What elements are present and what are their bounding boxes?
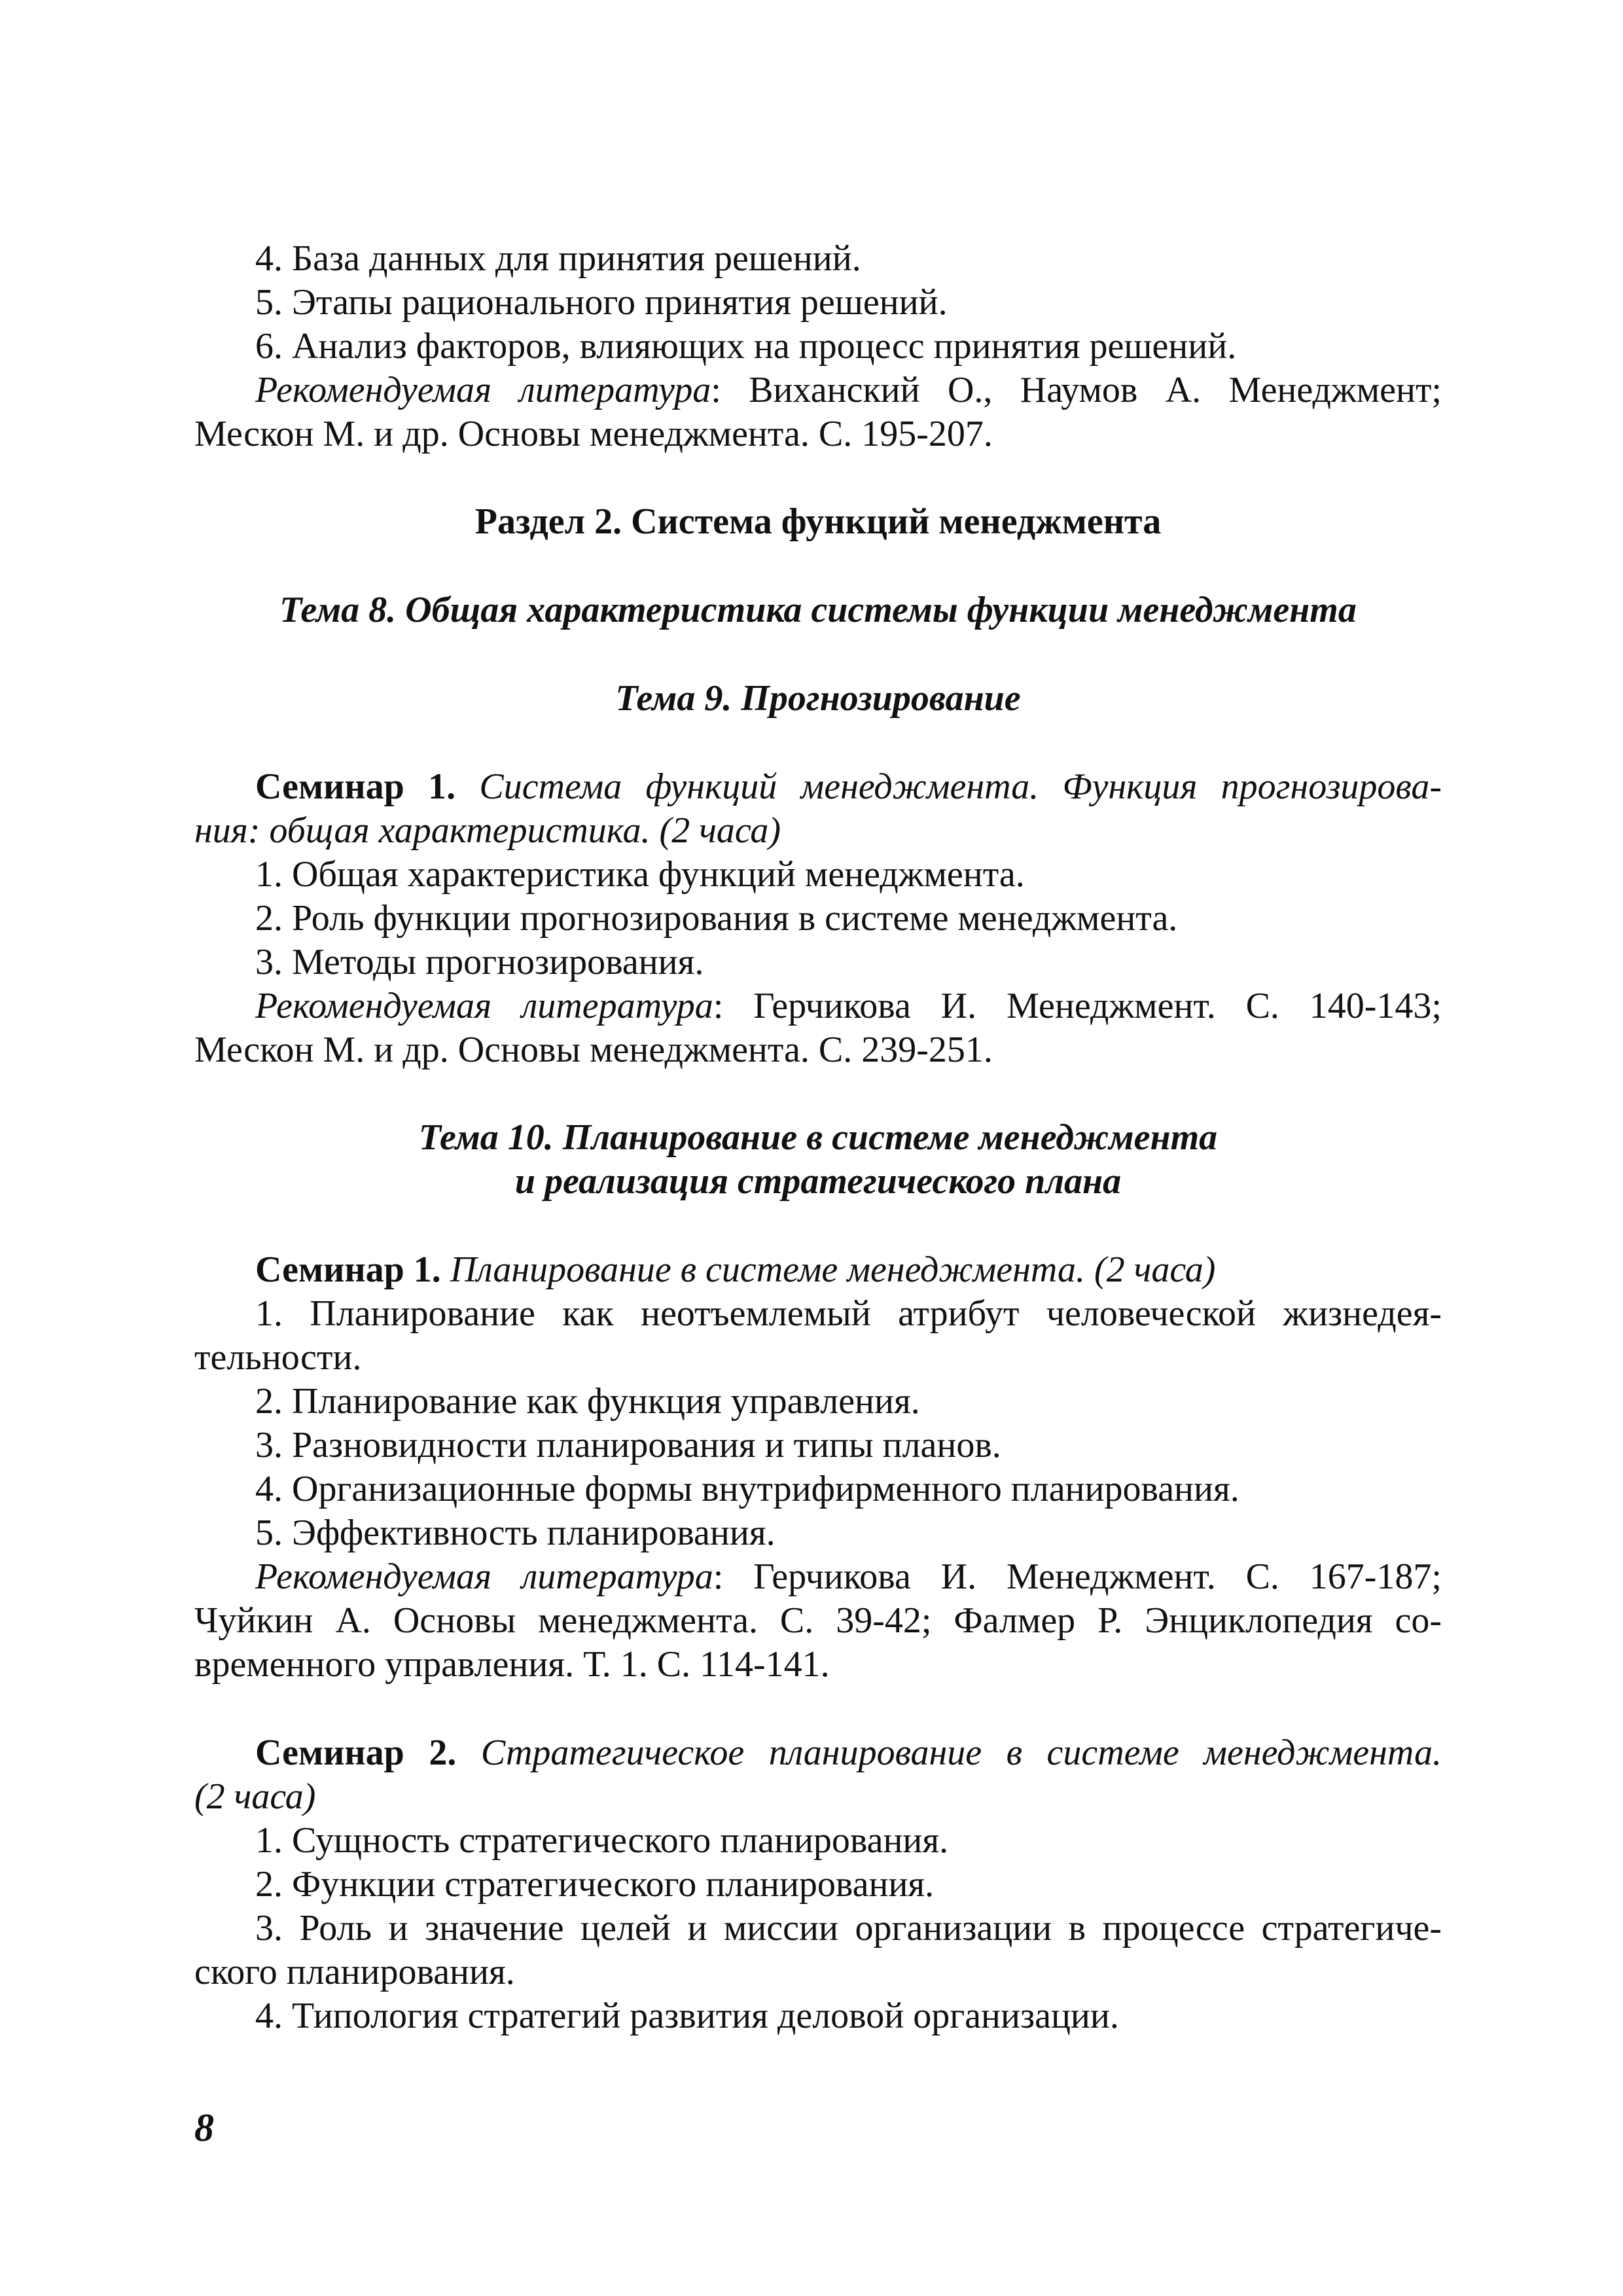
seminar-heading-cont: ния: общая характеристика. (2 часа): [194, 810, 781, 851]
list-item: 4. Организационные формы внутрифирменного планирования.: [255, 1469, 1240, 1509]
list-item: 3. Разновидности планирования и типы планов.: [255, 1425, 1001, 1465]
seminar-heading: Семинар 1. Планирование в системе менеджмента. (2 часа): [255, 1249, 1216, 1290]
list-item: 4. База данных для принятия решений.: [255, 238, 861, 279]
literature-label: Рекомендуемая литература: [255, 986, 713, 1026]
list-item: 2. Функции стратегического планирования.: [255, 1864, 935, 1905]
section-title: Раздел 2. Система функций менеджмента: [474, 501, 1162, 542]
seminar-label: Семинар 2.: [255, 1732, 457, 1773]
literature-line: Рекомендуемая литература: Герчикова И. Менеджмент. С. 140-143;: [255, 986, 1442, 1026]
list-item: 1. Сущность стратегического планирования.: [255, 1820, 949, 1861]
page-number: 8: [194, 2106, 214, 2149]
literature-label: Рекомендуемая литература: [255, 370, 711, 410]
literature-label: Рекомендуемая литература: [255, 1556, 713, 1597]
list-item: 1. Планирование как неотъемлемый атрибут человеческой жизнедея-: [255, 1293, 1442, 1334]
list-item: 5. Этапы рационального принятия решений.: [255, 282, 948, 323]
list-item: 2. Планирование как функция управления.: [255, 1381, 920, 1422]
list-item: 3. Роль и значение целей и миссии организации в процессе стратегиче-: [255, 1908, 1442, 1948]
literature-line: Рекомендуемая литература: Герчикова И. Менеджмент. С. 167-187;: [255, 1556, 1442, 1597]
list-item-cont: ского планирования.: [194, 1952, 515, 1992]
topic-10-title-cont: и реализация стратегического плана: [514, 1161, 1122, 1202]
page-content: [194, 237, 1442, 2038]
list-item: 6. Анализ факторов, влияющих на процесс принятия решений.: [255, 326, 1237, 367]
list-item: 5. Эффективность планирования.: [255, 1513, 776, 1553]
list-item: 3. Методы прогнозирования.: [255, 942, 704, 982]
seminar-heading-cont: (2 часа): [194, 1776, 316, 1817]
list-item-cont: тельности.: [194, 1337, 362, 1378]
literature-line: Мескон М. и др. Основы менеджмента. С. 239-251.: [194, 1030, 993, 1070]
topic-8-title: Тема 8. Общая характеристика системы функции менеджмента: [279, 590, 1357, 630]
topic-10-title: Тема 10. Планирование в системе менеджмента: [418, 1117, 1218, 1158]
literature-line: Мескон М. и др. Основы менеджмента. С. 195-207.: [194, 414, 993, 454]
literature-line: временного управления. Т. 1. С. 114-141.: [194, 1644, 830, 1685]
literature-line: Рекомендуемая литература: Виханский О., Наумов А. Менеджмент;: [255, 370, 1442, 410]
list-item: 4. Типология стратегий развития деловой организации.: [255, 1996, 1119, 2036]
list-item: 2. Роль функции прогнозирования в системе менеджмента.: [255, 898, 1178, 939]
topic-9-title: Тема 9. Прогнозирование: [615, 678, 1021, 719]
list-item: 1. Общая характеристика функций менеджмента.: [255, 854, 1025, 895]
literature-line: Чуйкин А. Основы менеджмента. С. 39-42; Фалмер Р. Энциклопедия со-: [194, 1600, 1442, 1641]
seminar-heading: Семинар 2. Стратегическое планирование в системе менеджмента.: [255, 1732, 1442, 1773]
seminar-label: Семинар 1.: [255, 766, 456, 807]
seminar-label: Семинар 1.: [255, 1249, 441, 1290]
seminar-heading: Семинар 1. Система функций менеджмента. Функция прогнозирова-: [255, 766, 1442, 807]
